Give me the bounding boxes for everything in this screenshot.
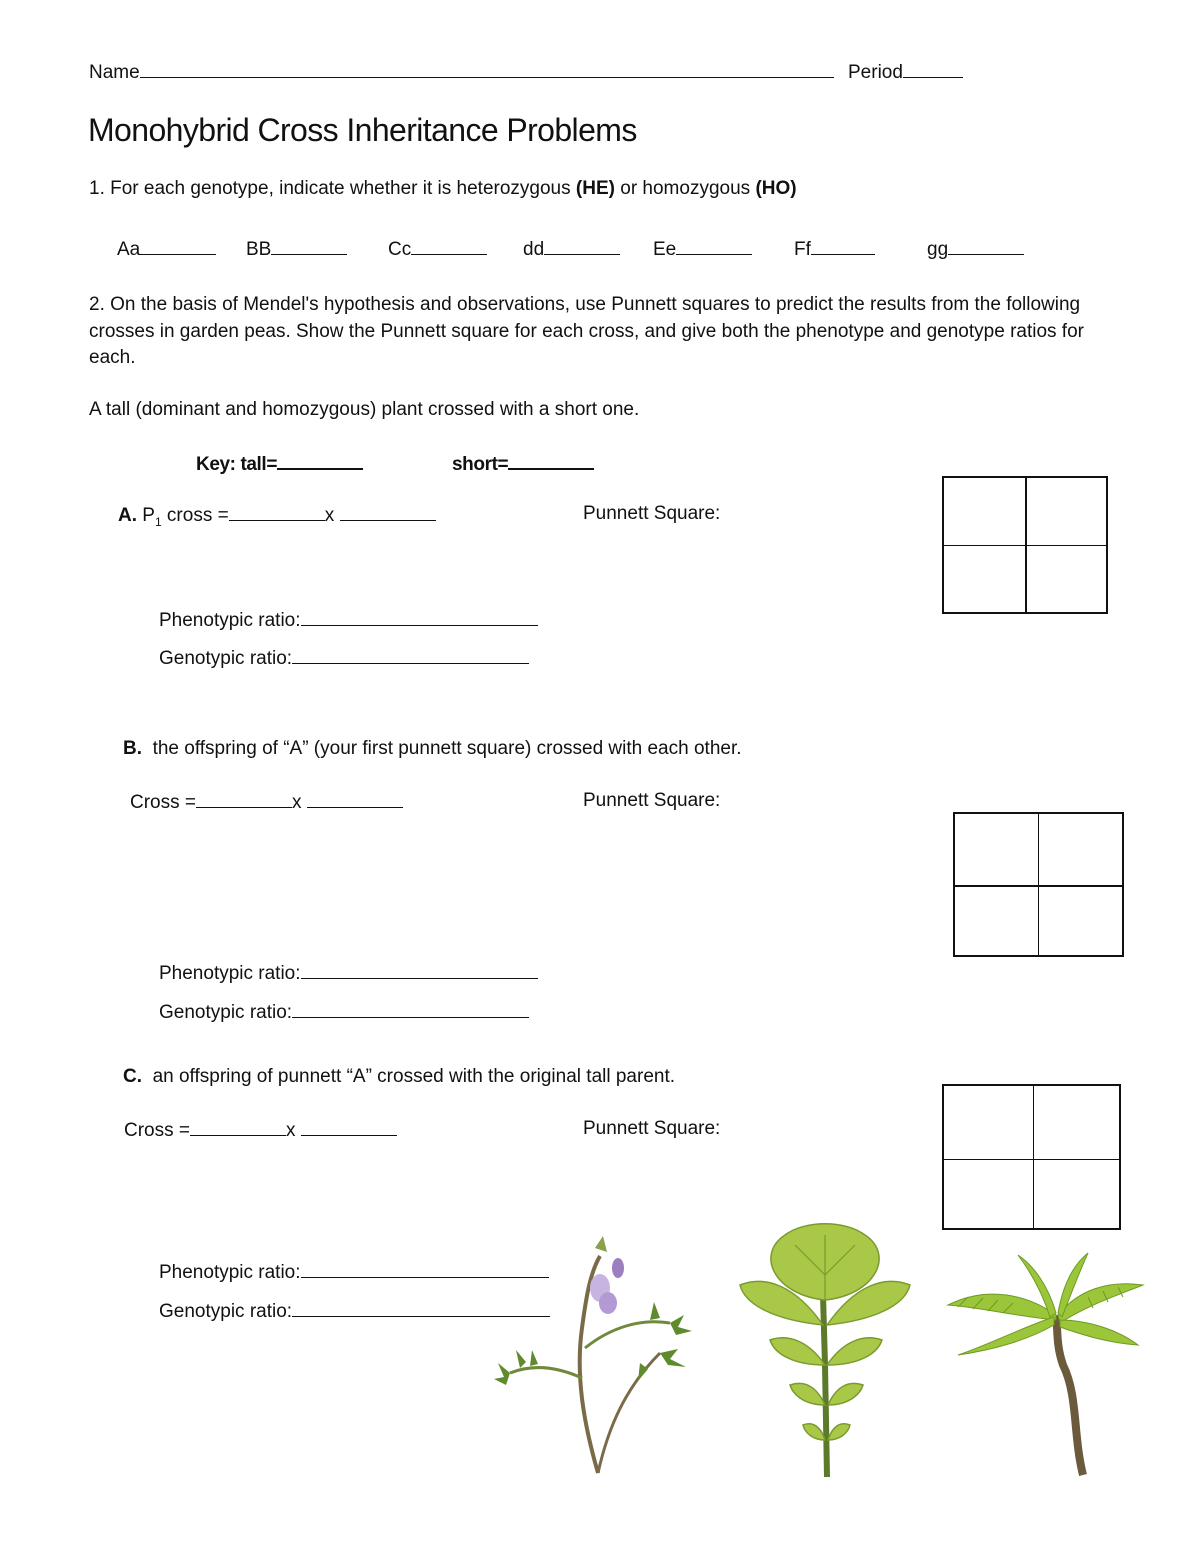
punnett-label: Punnett Square: [583, 790, 721, 811]
name-blank[interactable] [140, 58, 834, 78]
punnett-square-a[interactable] [942, 476, 1108, 614]
flowering-plant-image [490, 1228, 720, 1478]
cross-blank[interactable] [190, 1116, 286, 1136]
punnett-label: Punnett Square: [583, 1118, 721, 1139]
genotype-blank[interactable] [676, 235, 752, 255]
genotypic-ratio: Genotypic ratio: [159, 998, 529, 1026]
period-blank[interactable] [903, 58, 963, 78]
cross-blank[interactable] [307, 788, 403, 808]
genotype-blank[interactable] [544, 235, 620, 255]
phenotypic-blank[interactable] [301, 606, 538, 626]
genotypic-ratio: Genotypic ratio: [159, 1297, 550, 1325]
partC-desc: C. an offspring of punnett “A” crossed with the original tall parent. [123, 1066, 676, 1087]
genotype-item: Cc [388, 235, 487, 263]
genotype-item: Aa [117, 235, 216, 263]
partA-cross: A. $P_1$ cross = x [118, 501, 436, 535]
genotype-item: BB [246, 235, 347, 263]
genotypic-blank[interactable] [292, 998, 529, 1018]
phenotypic-ratio: Phenotypic ratio: [159, 1258, 549, 1286]
genotype-item: dd [523, 235, 620, 263]
punnett-square-b[interactable] [953, 812, 1124, 957]
genotype-item: Ee [653, 235, 752, 263]
q2-scenario: A tall (dominant and homozygous) plant crossed with a short one. [89, 399, 640, 420]
phenotypic-blank[interactable] [301, 959, 538, 979]
partC-cross: Cross = x [124, 1116, 397, 1144]
key-short-blank[interactable] [508, 449, 594, 470]
phenotypic-ratio: Phenotypic ratio: [159, 959, 538, 987]
genotype-blank[interactable] [411, 235, 487, 255]
genotype-item: Ff [794, 235, 875, 263]
key-short: short= [452, 449, 594, 478]
sprouting-branch-image [938, 1245, 1148, 1480]
genotype-blank[interactable] [948, 235, 1024, 255]
genotype-blank[interactable] [811, 235, 875, 255]
q1-prompt: 1. For each genotype, indicate whether it is heterozygous (HE) or homozygous (HO) [89, 178, 797, 199]
phenotypic-ratio: Phenotypic ratio: [159, 606, 538, 634]
genotype-blank[interactable] [140, 235, 216, 255]
leafy-plant-image [735, 1215, 915, 1480]
cross-blank[interactable] [301, 1116, 397, 1136]
period-label: Period [848, 62, 903, 83]
punnett-label: Punnett Square: [583, 503, 721, 524]
genotypic-ratio: Genotypic ratio: [159, 644, 529, 672]
cross-blank[interactable] [340, 501, 436, 521]
key-tall: Key: tall= [196, 449, 363, 478]
cross-blank[interactable] [229, 501, 325, 521]
genotype-item: gg [927, 235, 1024, 263]
q2-prompt: 2. On the basis of Mendel's hypothesis and observations, use Punnett squares to predict the results from the following crosses in garden peas. Show the Punnett square for each cross, and give both the phenotype and genotype ratios for each. [89, 294, 1084, 368]
partB-cross: Cross = x [130, 788, 403, 816]
genotypic-blank[interactable] [292, 644, 529, 664]
key-tall-blank[interactable] [277, 449, 363, 470]
cross-blank[interactable] [196, 788, 292, 808]
period-line [848, 58, 963, 86]
name-line [89, 58, 834, 86]
punnett-square-c[interactable] [942, 1084, 1121, 1230]
page-title: Monohybrid Cross Inheritance Problems [88, 112, 637, 148]
genotype-blank[interactable] [271, 235, 347, 255]
partB-desc: B. the offspring of “A” (your first punnett square) crossed with each other. [123, 738, 742, 759]
name-label: Name [89, 62, 140, 83]
